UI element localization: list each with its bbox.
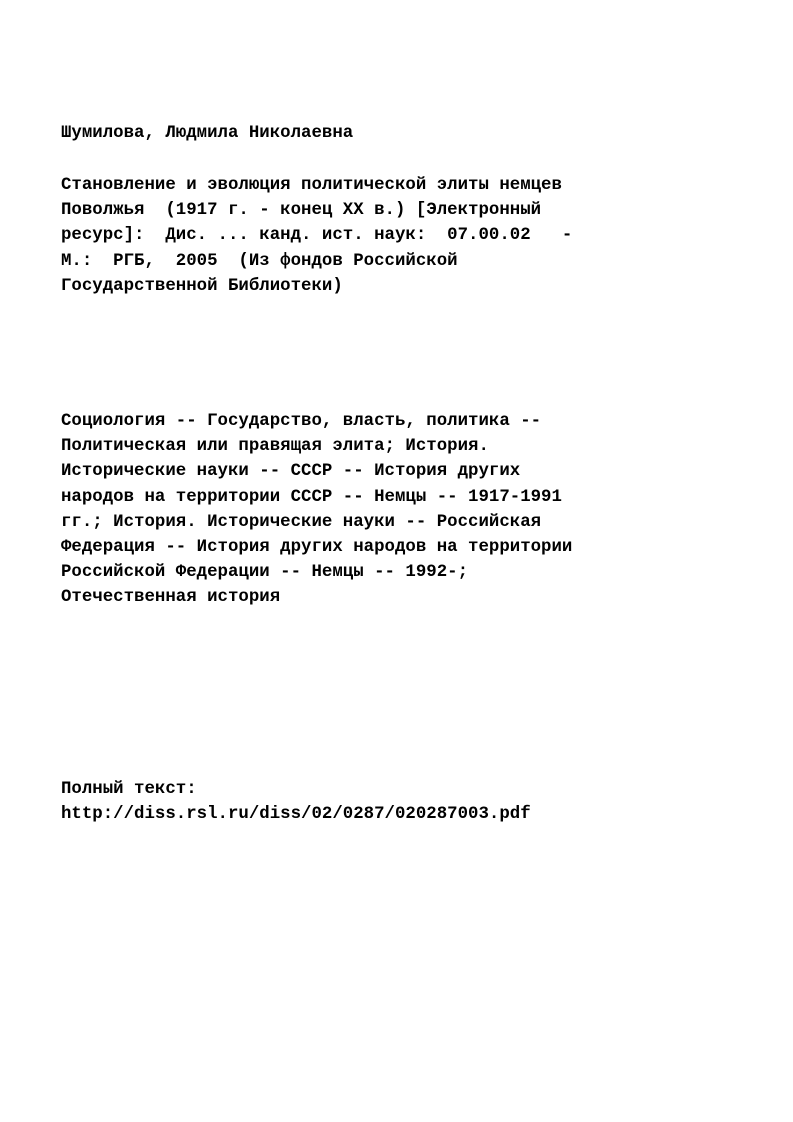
- bibliographic-title: [61, 173, 761, 299]
- subject-line: народов на территории СССР -- Немцы -- 1917-1991: [61, 487, 562, 507]
- subject-line: гг.; История. Исторические науки -- Российская: [61, 512, 542, 532]
- title-line: Поволжья (1917 г. - конец XX в.) [Электронный: [61, 201, 542, 221]
- title-line: М.: РГБ, 2005 (Из фондов Российской: [61, 251, 458, 271]
- full-text-url[interactable]: http://diss.rsl.ru/diss/02/0287/020287003.pdf: [61, 805, 531, 825]
- subject-line: Исторические науки -- СССР -- История других: [61, 462, 521, 482]
- subject-line: Социология -- Государство, власть, политика --: [61, 412, 542, 431]
- title-line: Становление и эволюция политической элиты немцев: [61, 176, 562, 195]
- author-line: Шумилова, Людмила Николаевна: [61, 124, 354, 143]
- title-line: Государственной Библиотеки): [61, 276, 343, 296]
- subject-headings: [61, 409, 761, 611]
- full-text-label: Полный текст:: [61, 780, 197, 799]
- subject-line: Политическая или правящая элита; История.: [61, 437, 489, 457]
- subject-line: Российской Федерации -- Немцы -- 1992-;: [61, 563, 469, 583]
- full-text-section: [61, 777, 761, 827]
- subject-line: Федерация -- История других народов на территории: [61, 537, 573, 557]
- author-name: [61, 121, 761, 146]
- title-line: ресурс]: Дис. ... канд. ист. наук: 07.00.02 -: [61, 226, 573, 246]
- subject-line: Отечественная история: [61, 588, 281, 608]
